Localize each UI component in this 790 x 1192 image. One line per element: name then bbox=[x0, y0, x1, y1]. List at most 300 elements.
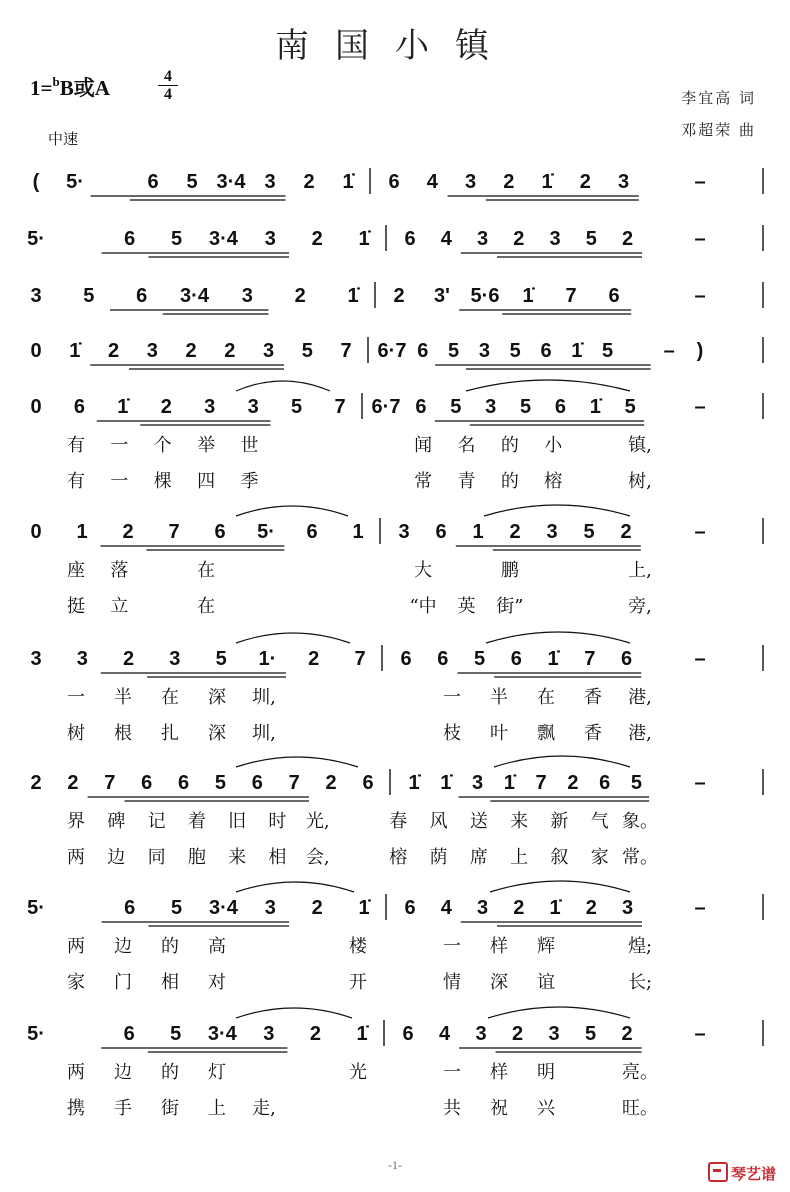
lyric-char: 会, bbox=[305, 847, 330, 868]
note: 5 bbox=[186, 171, 198, 193]
slur-arc bbox=[236, 757, 358, 767]
note: 3·4 bbox=[216, 171, 246, 193]
notation-symbol: ) bbox=[696, 340, 704, 362]
note: 2 bbox=[579, 171, 591, 193]
lyric-char: 边 bbox=[107, 847, 126, 868]
note: 1· bbox=[258, 648, 277, 670]
note: 3·4 bbox=[208, 228, 238, 250]
lyric-char: 街” bbox=[496, 596, 524, 617]
note: 3 bbox=[475, 1023, 487, 1045]
note: 1̇ bbox=[356, 1023, 368, 1045]
lyric-char: 上 bbox=[510, 847, 529, 868]
note: 5 bbox=[171, 228, 183, 250]
time-denominator: 4 bbox=[158, 85, 178, 103]
lyric-char: 个 bbox=[153, 435, 172, 456]
slur-arc bbox=[236, 1008, 352, 1018]
note: 6 bbox=[136, 285, 148, 307]
note: 3 bbox=[30, 285, 42, 307]
note: 3 bbox=[617, 171, 630, 193]
note: 3 bbox=[264, 228, 276, 250]
lyric-char: 旺。 bbox=[622, 1098, 658, 1119]
lyric-char: 旁, bbox=[628, 596, 652, 617]
lyric-char: 样 bbox=[490, 936, 508, 957]
note: 3 bbox=[204, 396, 216, 418]
note: 3 bbox=[621, 897, 634, 919]
lyric-char: 上 bbox=[208, 1098, 226, 1119]
note: 1̇ bbox=[571, 340, 583, 362]
note: 2 bbox=[311, 228, 323, 250]
lyric-char: 边 bbox=[114, 1062, 132, 1083]
note: 1̇ bbox=[440, 772, 452, 794]
lyric-char: 根 bbox=[114, 723, 132, 744]
lyric-char: 鹏 bbox=[500, 560, 519, 581]
notation-symbol: – bbox=[694, 648, 706, 670]
lyric-char: 闻 bbox=[414, 435, 433, 456]
note: 6 bbox=[599, 772, 611, 794]
note: 7 bbox=[104, 772, 116, 794]
note: 1̇ bbox=[117, 396, 129, 418]
note: 3 bbox=[247, 396, 259, 418]
note: 3 bbox=[548, 1023, 560, 1045]
lyric-char: 祝 bbox=[490, 1098, 508, 1119]
note: 2 bbox=[294, 285, 306, 307]
composer: 邓超荣 曲 bbox=[681, 121, 756, 139]
lyric-char: 在 bbox=[197, 560, 216, 581]
note: 1̇ bbox=[408, 772, 420, 794]
lyric-char: 荫 bbox=[429, 847, 448, 868]
lyric-char: 两 bbox=[67, 936, 85, 957]
note: 3 bbox=[169, 648, 181, 670]
note: 5· bbox=[27, 228, 45, 250]
lyric-char: 深 bbox=[208, 723, 226, 744]
lyric-char: 胞 bbox=[187, 847, 206, 868]
lyric-char: 开 bbox=[349, 972, 367, 993]
slur-arc bbox=[236, 633, 350, 643]
note: 0 bbox=[30, 396, 42, 418]
lyric-char: 兴 bbox=[537, 1098, 555, 1119]
note: 6 bbox=[437, 648, 449, 670]
lyric-char: 扎 bbox=[161, 723, 179, 744]
note: 3 bbox=[546, 521, 558, 543]
lyric-char: 深 bbox=[208, 687, 226, 708]
tempo-marking: 中速 bbox=[48, 130, 79, 148]
lyric-char: 大 bbox=[414, 560, 433, 581]
note: 6 bbox=[554, 396, 567, 418]
lyric-char: 飘 bbox=[537, 723, 555, 744]
note: 6 bbox=[306, 521, 318, 543]
note: 1̇ bbox=[503, 772, 515, 794]
note: 3·4 bbox=[208, 897, 238, 919]
note: 6 bbox=[608, 285, 620, 307]
note: 4 bbox=[440, 228, 452, 250]
lyric-char: 上, bbox=[628, 560, 652, 581]
note: 2 bbox=[325, 772, 337, 794]
lyric-char: 相 bbox=[161, 972, 179, 993]
note: 2 bbox=[224, 340, 236, 362]
note: 6 bbox=[177, 772, 190, 794]
lyric-char: 英 bbox=[457, 596, 476, 617]
note: 3·4 bbox=[180, 285, 209, 307]
note: 1 bbox=[472, 521, 484, 543]
note: 5 bbox=[171, 897, 183, 919]
lyric-char: 半 bbox=[490, 687, 508, 708]
note: 3 bbox=[264, 897, 276, 919]
lyric-char: 的 bbox=[161, 936, 179, 957]
notation-symbol: – bbox=[694, 897, 706, 919]
notation-symbol: – bbox=[694, 228, 706, 250]
lyric-char: 门 bbox=[114, 972, 132, 993]
note: 1̇ bbox=[549, 897, 561, 919]
lyric-char: 气 bbox=[590, 811, 609, 832]
note: 5 bbox=[448, 340, 460, 362]
note: 1̇ bbox=[358, 897, 370, 919]
note: 1̇ bbox=[589, 396, 601, 418]
watermark-text: 琴艺谱 bbox=[730, 1165, 776, 1183]
lyric-char: 在 bbox=[161, 687, 179, 708]
slur-arc bbox=[494, 756, 630, 767]
lyric-char: 谊 bbox=[537, 972, 555, 993]
note: 6 bbox=[404, 897, 416, 919]
note: 6 bbox=[540, 340, 552, 362]
note: 3 bbox=[30, 648, 42, 670]
lyric-char: 家 bbox=[590, 847, 609, 868]
note: 6 bbox=[73, 396, 85, 418]
note: 2 bbox=[513, 897, 525, 919]
note: 6 bbox=[400, 648, 412, 670]
lyric-char: 青 bbox=[457, 471, 476, 492]
note: 2 bbox=[122, 521, 134, 543]
note: 3 bbox=[485, 396, 497, 418]
note: 6 bbox=[362, 772, 374, 794]
key-name: B或A bbox=[59, 76, 110, 100]
lyric-char: 四 bbox=[197, 471, 216, 492]
lyric-char: 香 bbox=[584, 687, 602, 708]
lyric-char: 走, bbox=[252, 1098, 276, 1119]
page-number: -1- bbox=[388, 1158, 402, 1172]
note: 1̇ bbox=[342, 171, 354, 193]
note: 3 bbox=[263, 1023, 275, 1045]
lyric-char: 常。 bbox=[622, 847, 658, 868]
note: 5 bbox=[170, 1023, 182, 1045]
notation-symbol: – bbox=[694, 285, 706, 307]
note: 3 bbox=[146, 340, 158, 362]
note: 4 bbox=[438, 1023, 451, 1045]
note: 3 bbox=[476, 897, 489, 919]
note: 7 bbox=[584, 648, 596, 670]
note: 6 bbox=[415, 396, 427, 418]
note: 2 bbox=[567, 772, 579, 794]
lyric-char: 世 bbox=[240, 435, 259, 456]
slur-arc bbox=[236, 506, 348, 516]
notation-symbol: ( bbox=[32, 171, 40, 193]
slur-arc bbox=[484, 505, 630, 516]
lyric-char: 明 bbox=[537, 1062, 555, 1083]
time-numerator: 4 bbox=[164, 68, 172, 85]
note: 5 bbox=[473, 648, 486, 670]
note: 1̇ bbox=[547, 648, 559, 670]
note: 2 bbox=[303, 171, 315, 193]
note: 6 bbox=[214, 521, 226, 543]
note: 2 bbox=[107, 340, 120, 362]
lyric-char: 榕 bbox=[544, 471, 563, 492]
note: 2 bbox=[620, 521, 632, 543]
note: 5 bbox=[519, 396, 532, 418]
lyric-char: 亮。 bbox=[622, 1062, 658, 1083]
note: 5·6 bbox=[470, 285, 500, 307]
note: 5 bbox=[301, 340, 313, 362]
lyric-char: 榕 bbox=[389, 847, 408, 868]
lyric-char: 落 bbox=[110, 560, 129, 581]
lyric-char: 样 bbox=[490, 1062, 508, 1083]
lyric-char: 名 bbox=[457, 435, 476, 456]
lyric-char: 树 bbox=[67, 723, 85, 744]
lyric-char: 叙 bbox=[550, 847, 569, 868]
lyric-char: 携 bbox=[67, 1098, 85, 1119]
note: 3 bbox=[398, 521, 410, 543]
slur-arc bbox=[490, 881, 630, 892]
lyric-char: 的 bbox=[500, 435, 519, 456]
note: 2 bbox=[585, 897, 597, 919]
lyric-char: 圳, bbox=[252, 723, 276, 744]
lyric-char: 旧 bbox=[228, 811, 247, 832]
notation-symbol: – bbox=[663, 340, 675, 362]
lyric-char: 的 bbox=[161, 1062, 179, 1083]
lyric-char: 圳, bbox=[252, 687, 276, 708]
lyric-char: 席 bbox=[469, 847, 488, 868]
note: 2 bbox=[123, 648, 135, 670]
lyric-char: 春 bbox=[389, 811, 408, 832]
lyric-char: 立 bbox=[110, 596, 129, 617]
lyric-char: 共 bbox=[443, 1098, 461, 1119]
lyric-char: 棵 bbox=[153, 471, 172, 492]
note: 2 bbox=[509, 521, 521, 543]
note: 2 bbox=[511, 1023, 524, 1045]
note: 3 bbox=[464, 171, 477, 193]
lyric-char: 手 bbox=[114, 1098, 132, 1119]
lyric-char: 来 bbox=[510, 811, 529, 832]
note: 5 bbox=[450, 396, 462, 418]
note: 3 bbox=[76, 648, 88, 670]
lyric-char: 在 bbox=[537, 687, 555, 708]
note: 0 bbox=[30, 521, 42, 543]
lyric-char: 碑 bbox=[107, 811, 126, 832]
slur-arc bbox=[466, 380, 630, 391]
slur-arc bbox=[236, 381, 330, 391]
lyric-char: 港, bbox=[628, 723, 652, 744]
note: 6·7 bbox=[377, 340, 407, 362]
note: 6 bbox=[141, 772, 153, 794]
lyric-char: 楼 bbox=[349, 936, 367, 957]
lyric-char: 高 bbox=[208, 936, 226, 957]
note: 2 bbox=[30, 772, 42, 794]
note: 3 bbox=[478, 340, 490, 362]
note: 5 bbox=[215, 648, 227, 670]
lyric-char: 小 bbox=[544, 435, 563, 456]
lyric-char: 记 bbox=[147, 811, 166, 832]
note: 5 bbox=[630, 772, 643, 794]
note: 6 bbox=[123, 1023, 135, 1045]
lyric-char: 新 bbox=[550, 811, 569, 832]
lyric-char: 半 bbox=[114, 687, 132, 708]
lyric-char: 常 bbox=[414, 471, 433, 492]
note: 5 bbox=[583, 521, 595, 543]
note: 3·4 bbox=[207, 1023, 237, 1045]
note: 1̇ bbox=[69, 340, 81, 362]
note: 3 bbox=[549, 228, 561, 250]
lyric-char: 叶 bbox=[490, 723, 508, 744]
lyric-char: 光, bbox=[305, 811, 330, 832]
note: 6 bbox=[388, 171, 400, 193]
lyric-char: 同 bbox=[147, 847, 166, 868]
note: 6 bbox=[124, 897, 136, 919]
note: 2 bbox=[513, 228, 525, 250]
note: 1̇ bbox=[522, 285, 534, 307]
lyric-char: 香 bbox=[584, 723, 602, 744]
lyric-char: 长; bbox=[627, 972, 653, 993]
note: 5 bbox=[83, 285, 95, 307]
note: 3 bbox=[476, 228, 489, 250]
song-title: 南国小镇 bbox=[275, 26, 515, 66]
note: 3' bbox=[434, 285, 450, 307]
note: 5 bbox=[624, 396, 636, 418]
lyric-char: 灯 bbox=[208, 1062, 226, 1083]
lyric-char: 座 bbox=[67, 560, 85, 581]
lyric-char: 季 bbox=[240, 471, 259, 492]
note: 2 bbox=[309, 1023, 321, 1045]
note: 5 bbox=[602, 340, 614, 362]
note: 7 bbox=[168, 521, 180, 543]
note: 7 bbox=[565, 285, 577, 307]
lyric-char: 风 bbox=[429, 811, 448, 832]
lyric-char: 家 bbox=[67, 972, 85, 993]
lyric-char: 煌; bbox=[627, 936, 653, 957]
note: 5 bbox=[214, 772, 227, 794]
note: 6 bbox=[510, 648, 522, 670]
lyric-char: 两 bbox=[67, 847, 85, 868]
lyric-char: 枝 bbox=[443, 723, 461, 744]
notation-symbol: – bbox=[694, 772, 706, 794]
lyric-char: 相 bbox=[268, 847, 287, 868]
lyric-char: 着 bbox=[187, 811, 206, 832]
note: 3 bbox=[471, 772, 484, 794]
note: 7 bbox=[334, 396, 346, 418]
note: 5· bbox=[27, 897, 45, 919]
note: 2 bbox=[67, 772, 79, 794]
note: 3 bbox=[262, 340, 275, 362]
lyric-char: 镇, bbox=[628, 435, 652, 456]
note: 2 bbox=[185, 340, 197, 362]
note: 0 bbox=[30, 340, 42, 362]
slur-arc bbox=[486, 632, 630, 643]
note: 1̇ bbox=[358, 228, 370, 250]
note: 2 bbox=[311, 897, 323, 919]
lyric-char: 树, bbox=[628, 471, 652, 492]
watermark-logo bbox=[708, 1162, 776, 1184]
lyric-char: 光 bbox=[349, 1062, 367, 1083]
note: 7 bbox=[340, 340, 352, 362]
note: 3 bbox=[264, 171, 276, 193]
lyric-char: 的 bbox=[500, 471, 519, 492]
note: 4 bbox=[440, 897, 452, 919]
lyric-char: 情 bbox=[443, 972, 461, 993]
lyric-char: 一 bbox=[67, 687, 85, 708]
lyric-char: 一 bbox=[110, 471, 129, 492]
note: 7 bbox=[535, 772, 547, 794]
note: 6 bbox=[435, 521, 447, 543]
lyric-char: “中 bbox=[409, 596, 437, 617]
note: 1 bbox=[352, 521, 364, 543]
lyricist: 李宜高 词 bbox=[681, 89, 756, 107]
lyric-char: 一 bbox=[443, 687, 461, 708]
lyric-char: 有 bbox=[67, 471, 85, 492]
note: 3 bbox=[241, 285, 253, 307]
note: 2 bbox=[621, 228, 634, 250]
notation-symbol: – bbox=[694, 1023, 706, 1045]
note: 6 bbox=[404, 228, 416, 250]
note: 5 bbox=[291, 396, 303, 418]
note: 2 bbox=[393, 285, 405, 307]
note: 2 bbox=[160, 396, 172, 418]
note: 6 bbox=[417, 340, 429, 362]
key-prefix: 1= bbox=[30, 76, 53, 100]
note: 6 bbox=[620, 648, 633, 670]
note: 5 bbox=[584, 1023, 597, 1045]
lyric-char: 一 bbox=[110, 435, 129, 456]
notation-symbol: – bbox=[694, 521, 706, 543]
note: 5 bbox=[585, 228, 597, 250]
notation-symbol: – bbox=[694, 171, 706, 193]
note: 6 bbox=[402, 1023, 414, 1045]
note: 1̇ bbox=[347, 285, 359, 307]
note: 6 bbox=[251, 772, 263, 794]
note: 4 bbox=[426, 171, 438, 193]
note: 5 bbox=[509, 340, 521, 362]
note: 2 bbox=[621, 1023, 633, 1045]
slur-arc bbox=[488, 1007, 630, 1018]
lyric-char: 对 bbox=[208, 972, 226, 993]
note: 2 bbox=[308, 648, 320, 670]
note: 7 bbox=[288, 772, 300, 794]
note: 7 bbox=[354, 648, 366, 670]
note: 6·7 bbox=[371, 396, 401, 418]
flat-sign: b bbox=[52, 74, 60, 89]
note: 1̇ bbox=[541, 171, 553, 193]
watermark-icon bbox=[708, 1162, 728, 1182]
lyric-char: 边 bbox=[114, 936, 132, 957]
lyric-char: 象。 bbox=[622, 811, 658, 832]
note: 6 bbox=[124, 228, 136, 250]
lyric-char: 有 bbox=[67, 435, 85, 456]
note: 5· bbox=[257, 521, 275, 543]
slur-arc bbox=[236, 882, 354, 892]
lyric-char: 街 bbox=[161, 1098, 179, 1119]
note: 2 bbox=[503, 171, 515, 193]
lyric-char: 辉 bbox=[537, 936, 555, 957]
lyric-char: 来 bbox=[228, 847, 247, 868]
lyric-char: 界 bbox=[67, 811, 85, 832]
lyric-char: 两 bbox=[67, 1062, 85, 1083]
lyric-char: 深 bbox=[490, 972, 508, 993]
notation-symbol: – bbox=[694, 396, 706, 418]
note: 1 bbox=[76, 521, 88, 543]
lyric-char: 举 bbox=[197, 435, 216, 456]
lyric-char: 港, bbox=[628, 687, 652, 708]
lyric-char: 时 bbox=[268, 811, 287, 832]
lyric-char: 一 bbox=[443, 1062, 461, 1083]
note: 6 bbox=[147, 171, 159, 193]
note: 5· bbox=[66, 171, 84, 193]
lyric-char: 送 bbox=[469, 811, 488, 832]
